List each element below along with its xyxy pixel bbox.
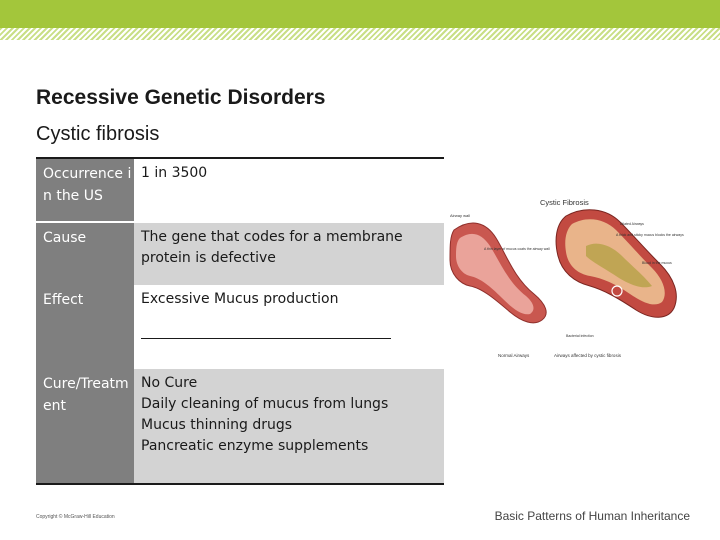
footer-topic: Basic Patterns of Human Inheritance — [494, 509, 690, 523]
disorder-table — [36, 157, 444, 485]
row-value — [134, 223, 444, 285]
figure-caption: Normal Airways — [498, 353, 530, 358]
row-label: Cause — [36, 223, 134, 285]
row-value — [134, 285, 444, 369]
row-value-line: Pancreatic enzyme supplements — [141, 438, 369, 454]
slide-subtitle: Cystic fibrosis — [36, 123, 160, 145]
figure-label: Blood in the mucus — [642, 261, 672, 265]
row-value-line: Mucus thinning drugs — [141, 417, 293, 433]
figure-label: Dilated Airways — [620, 222, 644, 226]
row-value-line: The gene that codes for a membrane — [141, 229, 403, 245]
row-label: Occurrence in the US — [36, 159, 134, 221]
figure-label: A thick and sticky mucus blocks the airways — [616, 233, 684, 237]
figure-label: Airway wall — [450, 213, 471, 218]
row-value-line: No Cure — [141, 375, 198, 391]
copyright-text: Copyright © McGraw-Hill Education — [36, 514, 115, 520]
row-value — [134, 369, 444, 483]
row-label: Effect — [36, 285, 134, 369]
table-row-cause — [36, 221, 444, 285]
row-value-line: Excessive Mucus production — [141, 291, 339, 307]
airway-illustration — [446, 190, 686, 365]
row-value-line: protein is defective — [141, 250, 276, 266]
figure-label: Bacterial infection — [566, 334, 594, 338]
row-value-line: 1 in 3500 — [141, 165, 208, 181]
row-value — [134, 159, 444, 221]
slide-title: Recessive Genetic Disorders — [36, 86, 326, 109]
blank-underline — [141, 338, 391, 339]
table-row-occurrence — [36, 159, 444, 221]
row-value-line: Daily cleaning of mucus from lungs — [141, 396, 389, 412]
header-bar — [0, 0, 720, 28]
figure-label: A thin layer of mucus coats the airway wall — [484, 247, 550, 251]
table-row-cure — [36, 369, 444, 483]
header-stripe — [0, 28, 720, 40]
figure-caption: Airways affected by cystic fibrosis — [554, 353, 621, 358]
table-row-effect — [36, 285, 444, 369]
figure-title: Cystic Fibrosis — [540, 198, 589, 207]
row-label: Cure/Treatment — [36, 369, 134, 483]
